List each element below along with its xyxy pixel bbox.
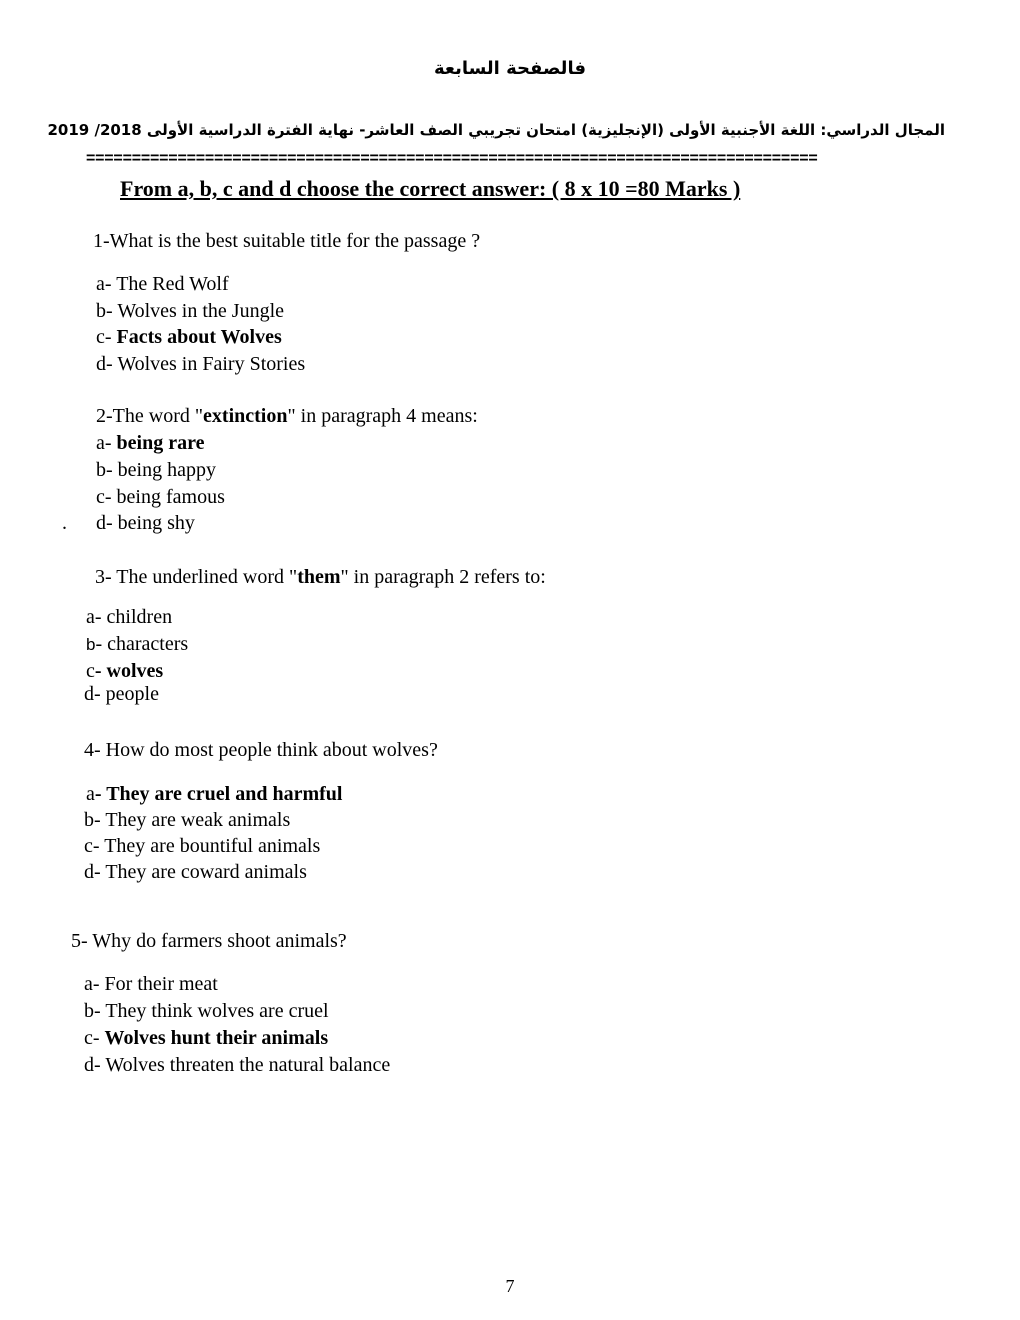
separator-line: ================================================================================ — [86, 150, 818, 167]
q4-option-a: a- They are cruel and harmful — [86, 783, 343, 805]
q3-option-d: d- people — [84, 683, 159, 705]
question-3: 3- The underlined word "them" in paragraph 2 refers to: — [95, 566, 546, 588]
stray-dot: . — [62, 512, 67, 534]
question-2: 2-The word "extinction" in paragraph 4 means: — [96, 405, 478, 427]
q2-option-c: c- being famous — [96, 486, 225, 508]
q5-option-a: a- For their meat — [84, 973, 218, 995]
q1-option-c: c- Facts about Wolves — [96, 326, 282, 348]
question-1: 1-What is the best suitable title for the passage ? — [93, 230, 481, 252]
question-4: 4- How do most people think about wolves? — [84, 739, 438, 761]
q5-option-c: c- Wolves hunt their animals — [84, 1027, 329, 1049]
q1-option-d: d- Wolves in Fairy Stories — [96, 353, 306, 375]
q5-option-d: d- Wolves threaten the natural balance — [84, 1054, 391, 1076]
q4-option-c: c- They are bountiful animals — [84, 835, 321, 857]
q5-option-b: b- They think wolves are cruel — [84, 1000, 329, 1022]
q4-option-b: b- They are weak animals — [84, 809, 291, 831]
q1-option-a: a- The Red Wolf — [96, 273, 229, 295]
exam-header-line: المجال الدراسي: اللغة الأجنبية الأولى (الإنجليزية) امتحان تجريبي الصف العاشر- نهاية الفترة الدراسية الأولى 2018/ 2019 — [47, 121, 945, 139]
page-number: 7 — [505, 1276, 515, 1296]
q2-option-a: a- being rare — [96, 432, 205, 454]
page-title: فالصفحة السابعة — [434, 58, 586, 79]
q1-option-b: b- Wolves in the Jungle — [96, 300, 285, 322]
instruction: From a, b, c and d choose the correct answer: ( 8 x 10 =80 Marks ) — [120, 176, 741, 201]
q3-option-a: a- children — [86, 606, 173, 628]
question-5: 5- Why do farmers shoot animals? — [71, 930, 347, 952]
q3-option-c: c- wolves — [86, 660, 164, 682]
q4-option-d: d- They are coward animals — [84, 861, 307, 883]
q2-option-d: d- being shy — [96, 512, 195, 534]
q3-option-b: b- characters — [86, 633, 189, 655]
q2-option-b: b- being happy — [96, 459, 216, 481]
